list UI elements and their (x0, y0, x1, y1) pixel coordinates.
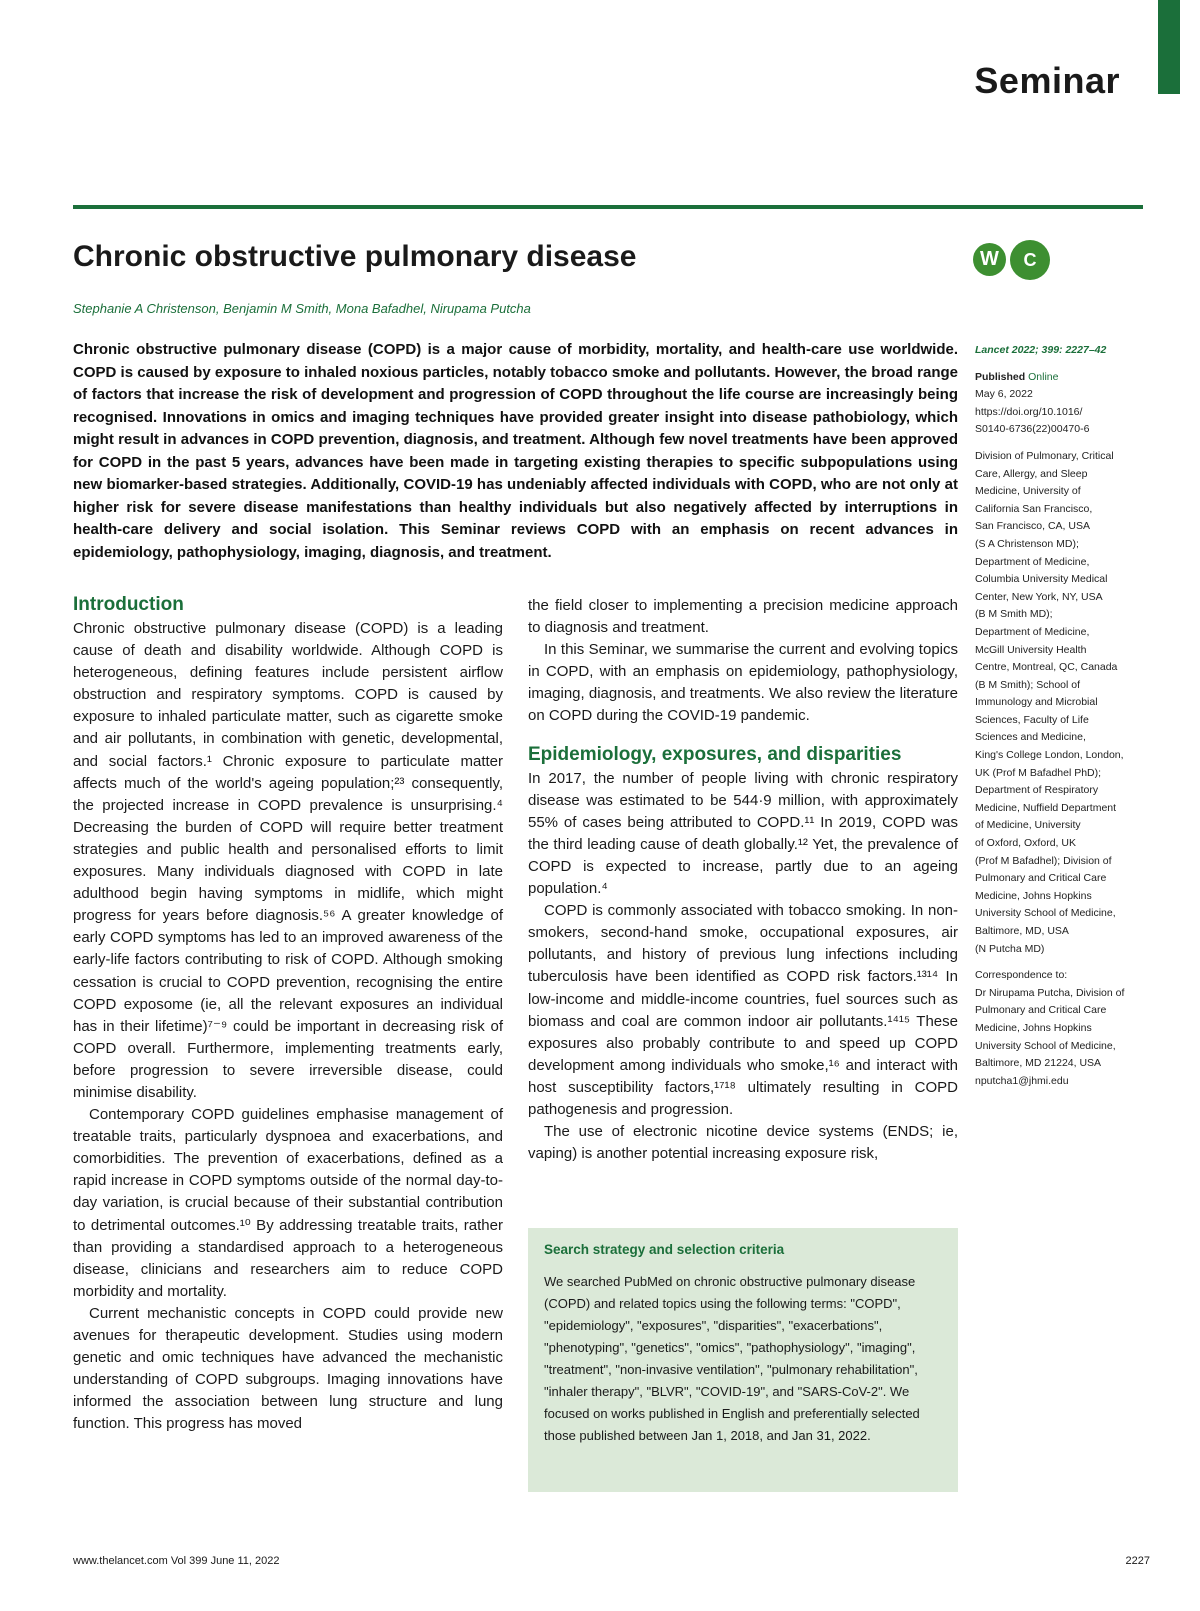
abstract: Chronic obstructive pulmonary disease (COPD) is a major cause of morbidity, mortality, and health-care use worldwide. COPD is caused by exposure to inhaled noxious particles, notably tobacco smoke and pollutants. However, the broad range of factors that increase the risk of development and progression of COPD throughout the life course are increasingly being recognised. Innovations in omics and imaging techniques have provided greater insight into disease pathobiology, which might result in advances in COPD prevention, diagnosis, and treatment. Although few novel treatments have been approved for COPD in the past 5 years, advances have been made in targeting existing therapies to specific subpopulations using new biomarker-based strategies. Additionally, COVID-19 has undeniably affected individuals with COPD, who are not only at higher risk for severe disease manifestations than healthy individuals but also negatively affected by interruptions in health-care delivery and social isolation. This Seminar reviews COPD with an emphasis on recent advances in epidemiology, pathophysiology, imaging, diagnosis, and treatment. (73, 341, 958, 561)
affiliation-line: of Medicine, University (975, 819, 1081, 832)
body-column-left (73, 592, 503, 1435)
article-sidebar (975, 342, 1150, 1090)
correspondence-email[interactable]: nputcha1@jhmi.edu (975, 1074, 1069, 1087)
open-access-icon[interactable]: W (973, 243, 1006, 276)
affiliation-line: (Prof M Bafadhel); Division of (975, 854, 1112, 867)
affiliation-line: Pulmonary and Critical Care (975, 872, 1107, 885)
affiliation-line: University School of Medicine, (975, 907, 1116, 920)
affiliation-line: San Francisco, CA, USA (975, 520, 1090, 533)
affiliation-line: (B M Smith); School of (975, 678, 1081, 691)
affiliation-line: Sciences and Medicine, (975, 731, 1086, 744)
affiliation-line: (N Putcha MD) (975, 942, 1045, 955)
affiliation-line: (B M Smith MD); (975, 608, 1053, 621)
badges (973, 243, 1050, 280)
correspondence-line: Pulmonary and Critical Care (975, 1004, 1107, 1017)
affiliation-line: Sciences, Faculty of Life (975, 713, 1089, 726)
paragraph: In 2017, the number of people living with chronic respiratory disease was estimated to be 544·9 million, with approximately 55% of cases being attributed to COPD.¹¹ In 2019, COPD was the third leading cause of death globally.¹² Yet, the prevalence of COPD is expected to increase, partly due to an ageing population.⁴ (528, 769, 958, 898)
paragraph: the field closer to implementing a precision medicine approach to diagnosis and treatment. (528, 597, 958, 637)
published-online: Online (1028, 370, 1059, 383)
article-title: Chronic obstructive pulmonary disease (73, 240, 637, 273)
affiliation-line: King's College London, London, (975, 749, 1124, 762)
published-date: May 6, 2022 (975, 388, 1033, 401)
affiliation-line: Department of Medicine, (975, 625, 1090, 638)
header-rule (73, 205, 1143, 209)
correspondence (975, 967, 1150, 1090)
author-list: Stephanie A Christenson, Benjamin M Smith, Mona Bafadhel, Nirupama Putcha (73, 301, 531, 316)
published-line (975, 369, 1150, 387)
search-strategy-text: We searched PubMed on chronic obstructive pulmonary disease (COPD) and related topics using the following terms: "COPD", "epidemiology", "exposures", "disparities", "exacerbations", "phenotyping", "genetics", "omics", "pathophysiology", "imaging", "treatment", "non-invasive ventilation", "pulmonary rehabilitation", "inhaler therapy", "BLVR", "COVID-19", and "SARS-CoV-2". We focused on works published in English and preferentially selected those published between Jan 1, 2018, and Jan 31, 2022. (544, 1274, 920, 1443)
affiliation-line: Medicine, Johns Hopkins (975, 889, 1092, 902)
correspondence-line: Correspondence to: (975, 969, 1068, 982)
affiliation-line: Baltimore, MD, USA (975, 925, 1069, 937)
paragraph: The use of electronic nicotine device systems (ENDS; ie, vaping) is another potential increasing exposure risk, (528, 1123, 958, 1163)
page-number: 2227 (1125, 1555, 1150, 1567)
footer-journal-info: www.thelancet.com Vol 399 June 11, 2022 (73, 1555, 280, 1567)
paragraph: Current mechanistic concepts in COPD could provide new avenues for therapeutic development. Studies using modern genetic and omic techniques have advanced the mechanistic understanding of COPD subgroups. Imaging innovations have informed the association between lung structure and lung function. This progress has moved (73, 1304, 503, 1433)
crossmark-icon[interactable]: C (1010, 240, 1050, 280)
affiliation-line: McGill University Health (975, 643, 1087, 656)
paragraph: COPD is commonly associated with tobacco smoking. In non-smokers, second-hand smoke, occupational exposures, air pollutants, and history of previous lung infections including tuberculosis have been identified as COPD risk factors.¹³¹⁴ In low-income and middle-income countries, fuel sources such as biomass and coal are common indoor air pollutants.¹⁴¹⁵ These exposures also probably contribute to and speed up COPD development among individuals who smoke,¹⁶ and interact with host susceptibility factors,¹⁷¹⁸ ultimately resulting in COPD pathogenesis and progression. (528, 902, 958, 1118)
affiliation-line: Center, New York, NY, USA (975, 590, 1103, 603)
correspondence-line: University School of Medicine, (975, 1039, 1116, 1052)
doi-link-2[interactable]: S0140-6736(22)00470-6 (975, 423, 1090, 436)
affiliation-line: Medicine, University of (975, 485, 1081, 498)
affiliation-line: Department of Medicine, (975, 555, 1090, 568)
paragraph: Contemporary COPD guidelines emphasise management of treatable traits, particularly dyspnoea and exacerbations, and comorbidities. The prevention of exacerbations, defined as a rapid increase in COPD symptoms outside of the normal day-to-day variation, is crucial because of their substantial contribution to detrimental outcomes.¹⁰ By addressing treatable traits, rather than providing a standardised approach to a heterogeneous disease, clinicians and researchers aim to reduce COPD morbidity and mortality. (73, 1106, 503, 1300)
affiliation-line: of Oxford, Oxford, UK (975, 837, 1076, 850)
affiliation-line: Centre, Montreal, QC, Canada (975, 661, 1118, 674)
epidemiology-heading: Epidemiology, exposures, and disparities (528, 743, 902, 765)
introduction-heading: Introduction (73, 594, 184, 615)
affiliation-line: Columbia University Medical (975, 573, 1108, 586)
doi-link-1[interactable]: https://doi.org/10.1016/ (975, 405, 1083, 418)
paragraph: In this Seminar, we summarise the current and evolving topics in COPD, with an emphasis on epidemiology, pathophysiology, imaging, diagnosis, and treatments. We also review the literature on COPD during the COVID-19 pandemic. (528, 641, 958, 725)
search-strategy-title: Search strategy and selection criteria (544, 1242, 785, 1257)
affiliation-line: Department of Respiratory (975, 784, 1099, 797)
affiliation-line: Division of Pulmonary, Critical (975, 449, 1114, 462)
correspondence-line: Baltimore, MD 21224, USA (975, 1057, 1102, 1070)
correspondence-line: Medicine, Johns Hopkins (975, 1021, 1092, 1034)
search-strategy-panel (528, 1228, 958, 1492)
affiliation-line: UK (Prof M Bafadhel PhD); (975, 766, 1102, 779)
affiliation-line: California San Francisco, (975, 502, 1093, 515)
section-label: Seminar (974, 60, 1120, 101)
paragraph: Chronic obstructive pulmonary disease (COPD) is a leading cause of death and disability worldwide. Although COPD is heterogeneous, defining features include persistent airflow obstruction and respiratory symptoms. COPD is caused by exposure to inhaled particulate matter, such as cigarette smoke and air pollutants, in combination with genetic, developmental, and social factors.¹ Chronic exposure to particulate matter affects much of the world's ageing population;²³ consequently, the projected increase in COPD prevalence is unsurprising.⁴ Decreasing the burden of COPD will require better treatment strategies and public health and personalised efforts to limit exposures. Many individuals diagnosed with COPD in late adulthood begin having symptoms in midlife, which might progress for years before diagnosis.⁵⁶ A greater knowledge of early COPD symptoms has led to an improved awareness of the early-life factors contributing to risk of COPD. Although smoking cessation is crucial to COPD prevention, recognising the entire COPD exposome (ie, all the relevant exposures an individual has in their lifetime)⁷⁻⁹ could be important in decreasing risk of COPD overall. Furthermore, implementing treatments early, before progression to severe irreversible disease, could minimise disability. (73, 620, 503, 1101)
correspondence-line: Dr Nirupama Putcha, Division of (975, 986, 1125, 999)
affiliation-line: (S A Christenson MD); (975, 537, 1079, 550)
section-color-bar (1158, 0, 1180, 94)
body-column-right (528, 595, 958, 1165)
affiliation-line: Care, Allergy, and Sleep (975, 467, 1088, 480)
published-label: Published (975, 370, 1026, 383)
affiliation-line: Medicine, Nuffield Department (975, 801, 1117, 814)
affiliation-line: Immunology and Microbial (975, 696, 1098, 709)
affiliations (975, 448, 1150, 958)
citation: Lancet 2022; 399: 2227–42 (975, 344, 1107, 356)
